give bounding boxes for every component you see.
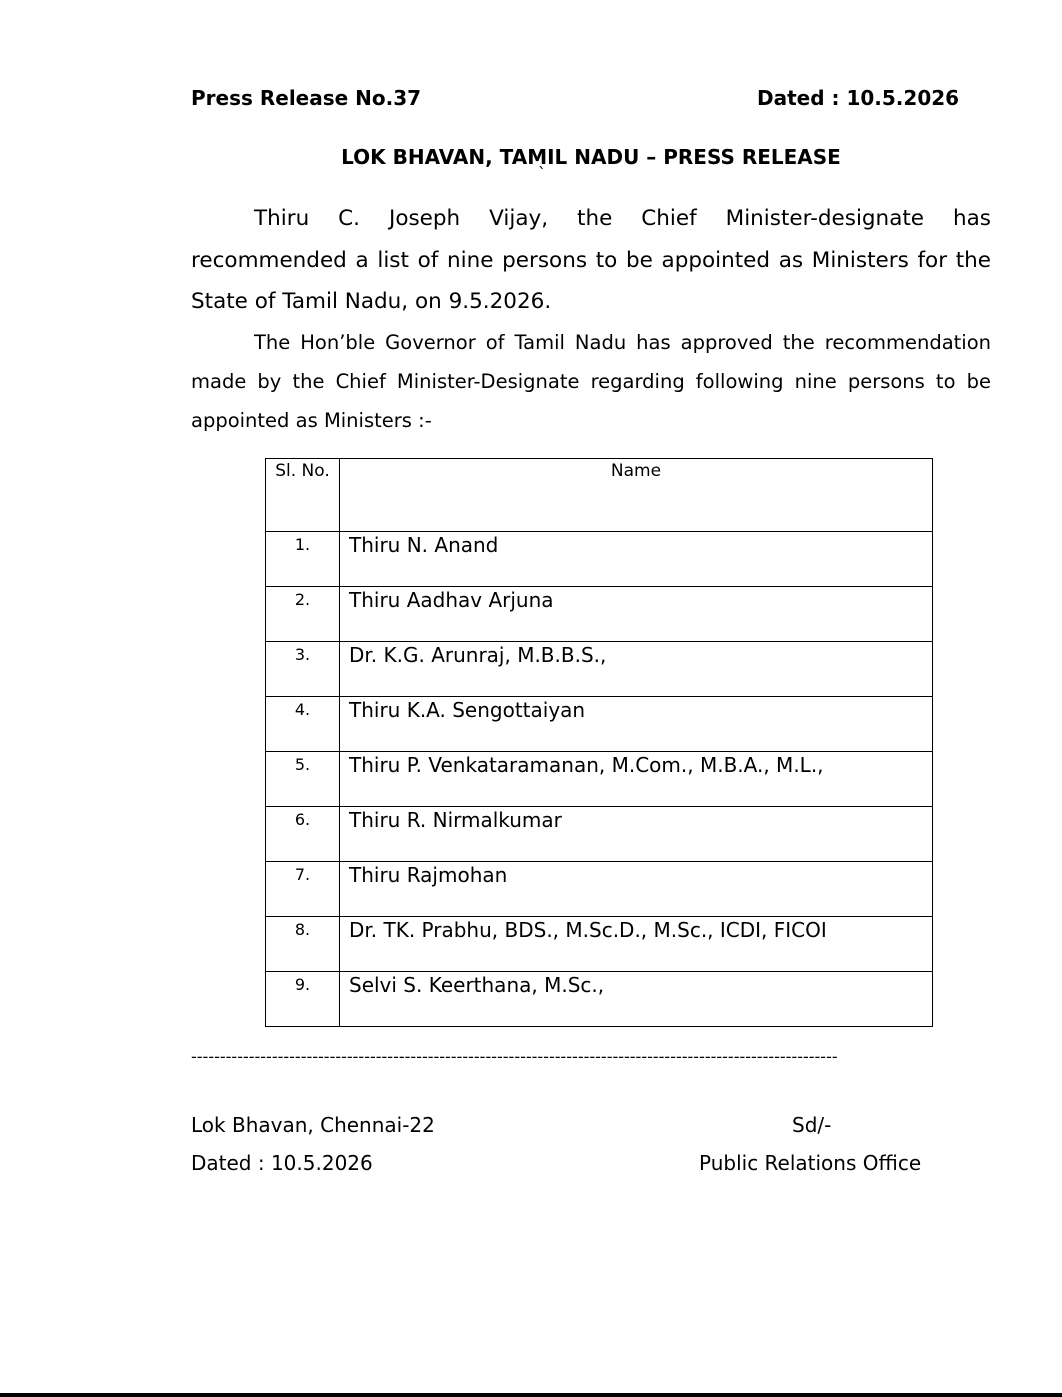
serial-number: 3. xyxy=(266,642,340,697)
bottom-border xyxy=(0,1393,1062,1397)
minister-name: Dr. TK. Prabhu, BDS., M.Sc.D., M.Sc., ICDI, FICOI xyxy=(340,917,933,972)
serial-number: 5. xyxy=(266,752,340,807)
issuing-place: Lok Bhavan, Chennai-22 xyxy=(191,1113,435,1137)
recommendation-paragraph: Thiru C. Joseph Vijay, the Chief Minister-designate has recommended a list of nine persons to be appointed as Ministers for the State of Tamil Nadu, on 9.5.2026. xyxy=(191,206,991,314)
serial-number: 7. xyxy=(266,862,340,917)
serial-number: 6. xyxy=(266,807,340,862)
table-row xyxy=(266,587,933,642)
document-title: LOK BHAVAN, TAMIL NADU – PRESS RELEASE xyxy=(341,145,841,169)
minister-name: Selvi S. Keerthana, M.Sc., xyxy=(340,972,933,1027)
name-header: Name xyxy=(340,459,933,532)
serial-number-header: Sl. No. xyxy=(266,459,340,532)
stray-mark: ` xyxy=(538,164,546,183)
serial-number: 9. xyxy=(266,972,340,1027)
signature-mark: Sd/- xyxy=(792,1113,832,1137)
table-row xyxy=(266,917,933,972)
serial-number: 8. xyxy=(266,917,340,972)
table-row xyxy=(266,752,933,807)
table-row xyxy=(266,697,933,752)
approval-paragraph: The Hon’ble Governor of Tamil Nadu has approved the recommendation made by the Chief Minister-Designate regarding following nine persons to be appointed as Ministers :- xyxy=(191,331,991,432)
release-date: Dated : 10.5.2026 xyxy=(757,86,960,110)
table-header-row xyxy=(266,459,933,532)
minister-name: Thiru P. Venkataramanan, M.Com., M.B.A., M.L., xyxy=(340,752,933,807)
minister-name: Thiru Rajmohan xyxy=(340,862,933,917)
minister-name: Thiru N. Anand xyxy=(340,532,933,587)
issuing-office: Public Relations Office xyxy=(699,1151,922,1175)
minister-name: Thiru Aadhav Arjuna xyxy=(340,587,933,642)
minister-name: Thiru R. Nirmalkumar xyxy=(340,807,933,862)
dashed-separator: ---------------------------------------------------------------------------------------------------------------- xyxy=(191,1047,838,1066)
table-row xyxy=(266,807,933,862)
press-release-number: Press Release No.37 xyxy=(191,86,422,110)
serial-number: 2. xyxy=(266,587,340,642)
table-row xyxy=(266,862,933,917)
minister-name: Thiru K.A. Sengottaiyan xyxy=(340,697,933,752)
table-row xyxy=(266,972,933,1027)
minister-name: Dr. K.G. Arunraj, M.B.B.S., xyxy=(340,642,933,697)
serial-number: 4. xyxy=(266,697,340,752)
footer-date: Dated : 10.5.2026 xyxy=(191,1151,373,1175)
serial-number: 1. xyxy=(266,532,340,587)
table-row xyxy=(266,532,933,587)
table-row xyxy=(266,642,933,697)
ministers-table xyxy=(265,458,933,1027)
